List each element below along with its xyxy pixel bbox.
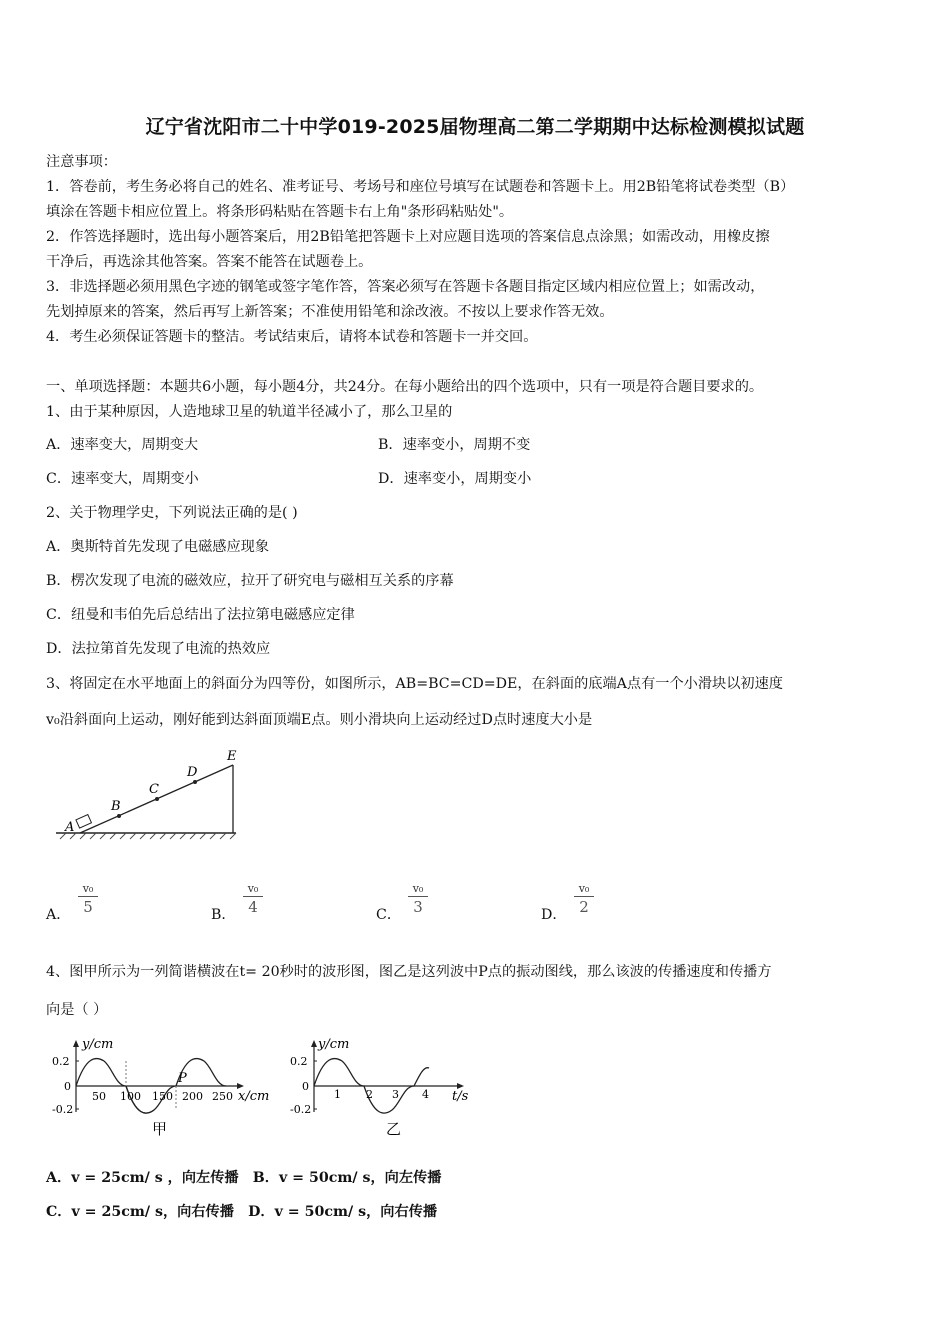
q4-options-cd: C．v = 25cm/ s，向右传播 D．v = 50cm/ s，向右传播 — [46, 1204, 438, 1220]
q3-option-a-label: A． — [46, 907, 71, 923]
notice-line: 2．作答选择题时，选出每小题答案后，用2B铅笔把答题卡上对应题目选项的答案信息点涂黑；如需改动，用橡皮擦 — [46, 229, 770, 245]
jia-xtick: 250 — [212, 1090, 233, 1103]
wave-figures — [48, 1034, 480, 1146]
slider-block — [76, 815, 92, 829]
jia-point-p: P — [178, 1071, 187, 1086]
label-a: A — [65, 820, 75, 835]
wave-graph-jia — [52, 1037, 269, 1138]
yi-xtick: 1 — [334, 1088, 341, 1101]
jia-xlabel: x/cm — [238, 1089, 270, 1104]
q3-option-c-fraction: v₀ 3 — [406, 882, 430, 916]
q2-option-c: C．纽曼和韦伯先后总结出了法拉第电磁感应定律 — [46, 607, 355, 623]
jia-ytick: 0 — [64, 1080, 71, 1093]
yi-ylabel: y/cm — [318, 1037, 350, 1052]
yi-xtick: 3 — [392, 1088, 399, 1101]
label-b: B — [111, 799, 121, 814]
yi-ytick: 0.2 — [290, 1055, 308, 1068]
q2-option-d: D．法拉第首先发现了电流的热效应 — [46, 641, 271, 657]
yi-xtick: 2 — [366, 1088, 373, 1101]
jia-ytick: 0.2 — [52, 1055, 70, 1068]
jia-xtick: 100 — [120, 1090, 141, 1103]
notice-line: 填涂在答题卡相应位置上。将条形码粘贴在答题卡右上角"条形码粘贴处"。 — [46, 204, 514, 220]
question-4-stem: 4、图甲所示为一列简谐横波在t= 20秒时的波形图，图乙是这列波中P点的振动图线，那么该波的传播速度和传播方 — [46, 964, 772, 980]
jia-xtick: 50 — [92, 1090, 106, 1103]
label-d: D — [187, 765, 198, 780]
incline-diagram — [50, 745, 260, 845]
q3-option-d-label: D． — [541, 907, 567, 923]
yi-caption: 乙 — [386, 1120, 402, 1138]
jia-ylabel: y/cm — [82, 1037, 114, 1052]
q3-option-b-fraction: v₀ 4 — [241, 882, 265, 916]
question-3-stem: 3、将固定在水平地面上的斜面分为四等份，如图所示，AB=BC=CD=DE，在斜面的底端A点有一个小滑块以初速度 — [46, 676, 783, 692]
section-heading: 一、单项选择题：本题共6小题，每小题4分，共24分。在每小题给出的四个选项中，只有一项是符合题目要求的。 — [46, 379, 764, 395]
q1-option-a: A．速率变大，周期变大 — [46, 437, 199, 453]
yi-ytick: 0 — [302, 1080, 309, 1093]
q3-option-d-fraction: v₀ 2 — [572, 882, 596, 916]
label-c: C — [149, 782, 159, 797]
yi-ytick: -0.2 — [290, 1103, 312, 1116]
label-e: E — [227, 749, 237, 764]
notice-line: 先划掉原来的答案，然后再写上新答案；不准使用铅笔和涂改液。不按以上要求作答无效。 — [46, 304, 614, 320]
q1-option-c: C．速率变大，周期变小 — [46, 471, 199, 487]
page-title: 辽宁省沈阳市二十中学019-2025届物理高二第二学期期中达标检测模拟试题 — [145, 116, 805, 138]
q3-option-a-fraction: v₀ 5 — [76, 882, 100, 916]
notice-line: 干净后，再选涂其他答案。答案不能答在试题卷上。 — [46, 254, 373, 270]
yi-xlabel: t/s — [452, 1089, 469, 1104]
q2-option-a: A．奥斯特首先发现了电磁感应现象 — [46, 539, 270, 555]
q3-option-c-label: C． — [376, 907, 402, 923]
q1-option-b: B．速率变小，周期不变 — [378, 437, 531, 453]
q4-options-ab: A．v = 25cm/ s ，向左传播 B．v = 50cm/ s，向左传播 — [46, 1170, 442, 1186]
q2-option-b: B．楞次发现了电流的磁效应，拉开了研究电与磁相互关系的序幕 — [46, 573, 454, 589]
q3-option-b-label: B． — [211, 907, 236, 923]
q1-option-d: D．速率变小，周期变小 — [378, 471, 532, 487]
yi-xtick: 4 — [422, 1088, 429, 1101]
jia-xtick: 150 — [152, 1090, 173, 1103]
question-1-stem: 1、由于某种原因，人造地球卫星的轨道半径减小了，那么卫星的 — [46, 404, 453, 420]
notice-line: 4．考生必须保证答题卡的整洁。考试结束后，请将本试卷和答题卡一并交回。 — [46, 329, 538, 345]
notice-line: 1．答卷前，考生务必将自己的姓名、准考证号、考场号和座位号填写在试题卷和答题卡上。用2B铅笔将试卷类型（B） — [46, 179, 795, 195]
wave-graph-yi — [290, 1037, 469, 1138]
question-3-stem: v₀沿斜面向上运动，刚好能到达斜面顶端E点。则小滑块向上运动经过D点时速度大小是 — [46, 712, 593, 728]
notice-line: 3．非选择题必须用黑色字迹的钢笔或签字笔作答，答案必须写在答题卡各题目指定区域内相应位置上；如需改动， — [46, 279, 765, 295]
jia-ytick: -0.2 — [52, 1103, 74, 1116]
jia-xtick: 200 — [182, 1090, 203, 1103]
jia-caption: 甲 — [152, 1120, 168, 1138]
question-4-stem: 向是（ ） — [46, 1002, 108, 1018]
question-2-stem: 2、关于物理学史，下列说法正确的是( ) — [46, 505, 298, 521]
notice-heading: 注意事项： — [46, 154, 117, 170]
